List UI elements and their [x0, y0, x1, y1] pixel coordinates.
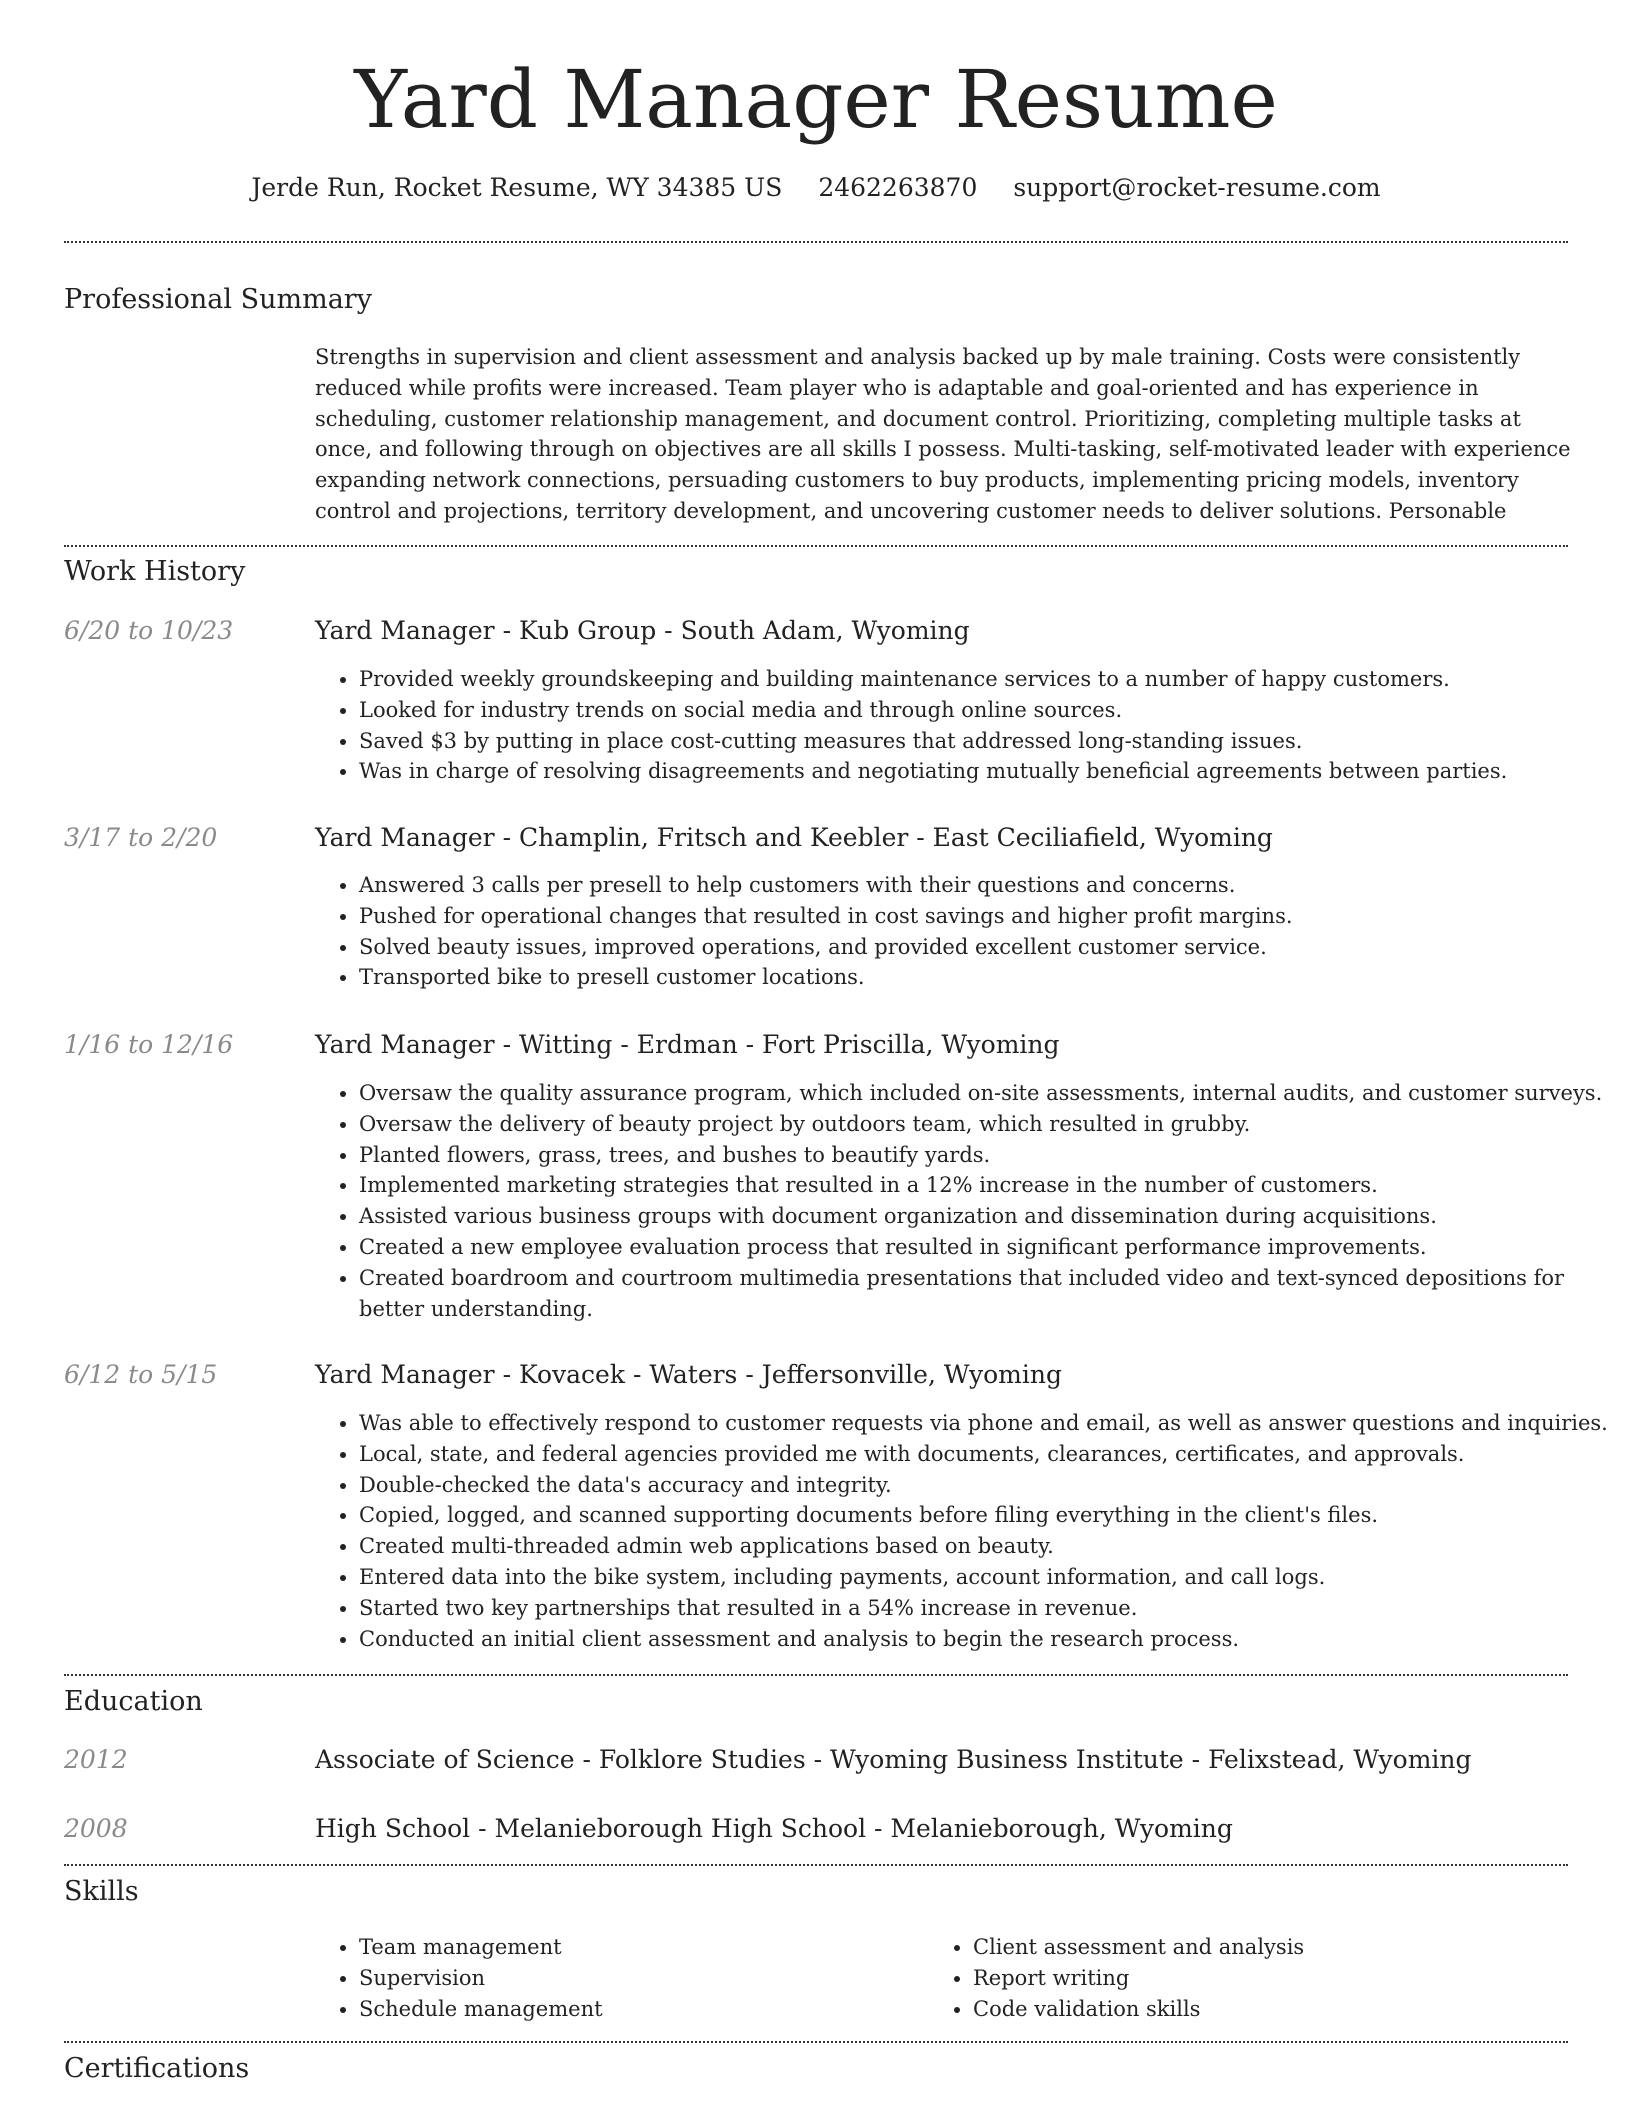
resume-title: Yard Manager Resume: [354, 53, 1278, 146]
job-dates: 1/16 to 12/16: [64, 1030, 234, 1059]
job-bullet: • Created a new employee evaluation process that resulted in significant performance improvements.: [359, 1232, 1617, 1263]
job-title: Yard Manager - Champlin, Fritsch and Keebler - East Ceciliafield, Wyoming: [315, 823, 1273, 852]
job-bullet: • Implemented marketing strategies that resulted in a 12% increase in the number of customers.: [359, 1170, 1617, 1201]
section-divider: [64, 1674, 1568, 1676]
job-bullet: • Created boardroom and courtroom multimedia presentations that included video and text-synced depositions for better understanding.: [359, 1263, 1617, 1325]
skill-item: • Client assessment and analysis: [973, 1932, 1573, 1963]
job-bullet: • Copied, logged, and scanned supporting documents before filing everything in the client's files.: [359, 1500, 1617, 1531]
job-bullet: • Was able to effectively respond to customer requests via phone and email, as well as answer questions and inquiries.: [359, 1408, 1617, 1439]
education-title: Associate of Science - Folklore Studies - Wyoming Business Institute - Felixstead, Wyoming: [315, 1745, 1472, 1774]
skill-item: • Supervision: [359, 1963, 919, 1994]
job-title: Yard Manager - Kub Group - South Adam, Wyoming: [315, 616, 970, 645]
education-year: 2012: [64, 1745, 128, 1774]
contact-email: support@rocket-resume.com: [1013, 173, 1381, 202]
section-divider: [64, 241, 1568, 243]
job-bullet: • Was in charge of resolving disagreements and negotiating mutually beneficial agreements between parties.: [359, 756, 1617, 787]
education-title: High School - Melanieborough High School - Melanieborough, Wyoming: [315, 1814, 1233, 1843]
skill-item: • Schedule management: [359, 1994, 919, 2025]
job-bullets: [315, 1408, 1617, 1654]
section-heading-education: Education: [64, 1686, 203, 1717]
job-bullet: • Answered 3 calls per presell to help customers with their questions and concerns.: [359, 870, 1617, 901]
job-title: Yard Manager - Witting - Erdman - Fort Priscilla, Wyoming: [315, 1030, 1060, 1059]
job-title: Yard Manager - Kovacek - Waters - Jeffersonville, Wyoming: [315, 1360, 1062, 1389]
skills-list-right: [929, 1932, 1573, 2024]
skill-item: • Team management: [359, 1932, 919, 1963]
job-bullet: • Double-checked the data's accuracy and integrity.: [359, 1470, 1617, 1501]
job-bullets: [315, 664, 1617, 787]
job-bullet: • Planted flowers, grass, trees, and bushes to beautify yards.: [359, 1140, 1617, 1171]
job-bullet: • Started two key partnerships that resulted in a 54% increase in revenue.: [359, 1593, 1617, 1624]
job-bullet: • Oversaw the quality assurance program, which included on-site assessments, internal audits, and customer surveys.: [359, 1078, 1617, 1109]
section-divider: [64, 2041, 1568, 2043]
section-heading-summary: Professional Summary: [64, 284, 372, 315]
section-heading-work: Work History: [64, 556, 246, 587]
skill-item: • Report writing: [973, 1963, 1573, 1994]
section-heading-certifications: Certifications: [64, 2053, 250, 2084]
job-bullet: • Saved $3 by putting in place cost-cutting measures that addressed long-standing issues.: [359, 726, 1617, 757]
job-dates: 6/20 to 10/23: [64, 616, 234, 645]
job-bullets: [315, 870, 1617, 993]
contact-line: [0, 170, 1632, 206]
job-bullets: [315, 1078, 1617, 1324]
contact-phone: 2462263870: [818, 173, 978, 202]
section-divider: [64, 545, 1568, 547]
job-bullet: • Provided weekly groundskeeping and building maintenance services to a number of happy customers.: [359, 664, 1617, 695]
job-bullet: • Oversaw the delivery of beauty project by outdoors team, which resulted in grubby.: [359, 1109, 1617, 1140]
job-bullet: • Assisted various business groups with document organization and dissemination during acquisitions.: [359, 1201, 1617, 1232]
job-bullet: • Entered data into the bike system, including payments, account information, and call logs.: [359, 1562, 1617, 1593]
job-bullet: • Looked for industry trends on social media and through online sources.: [359, 695, 1617, 726]
contact-address: Jerde Run, Rocket Resume, WY 34385 US: [251, 173, 783, 202]
section-heading-skills: Skills: [64, 1876, 139, 1907]
job-dates: 6/12 to 5/15: [64, 1360, 218, 1389]
job-bullet: • Transported bike to presell customer locations.: [359, 962, 1617, 993]
job-bullet: • Pushed for operational changes that resulted in cost savings and higher profit margins.: [359, 901, 1617, 932]
job-bullet: • Created multi-threaded admin web applications based on beauty.: [359, 1531, 1617, 1562]
job-dates: 3/17 to 2/20: [64, 823, 218, 852]
skills-list-left: [315, 1932, 919, 2024]
summary-text: Strengths in supervision and client assessment and analysis backed up by male training. Costs were consistently reduced while profits were increased. Team player who is adaptable and goal-oriented and has experience in scheduling, customer relationship management, and document control. Prioritizing, completing multiple tasks at once, and following through on objectives are all skills I possess. Multi-tasking, self-motivated leader with experience expanding network connections, persuading customers to buy products, implementing pricing models, inventory control and projections, territory development, and uncovering customer needs to deliver solutions. Personable: [315, 345, 1571, 523]
job-bullet: • Conducted an initial client assessment and analysis to begin the research process.: [359, 1624, 1617, 1655]
job-bullet: • Solved beauty issues, improved operations, and provided excellent customer service.: [359, 932, 1617, 963]
section-divider: [64, 1864, 1568, 1866]
skill-item: • Code validation skills: [973, 1994, 1573, 2025]
education-year: 2008: [64, 1814, 128, 1843]
job-bullet: • Local, state, and federal agencies provided me with documents, clearances, certificates, and approvals.: [359, 1439, 1617, 1470]
